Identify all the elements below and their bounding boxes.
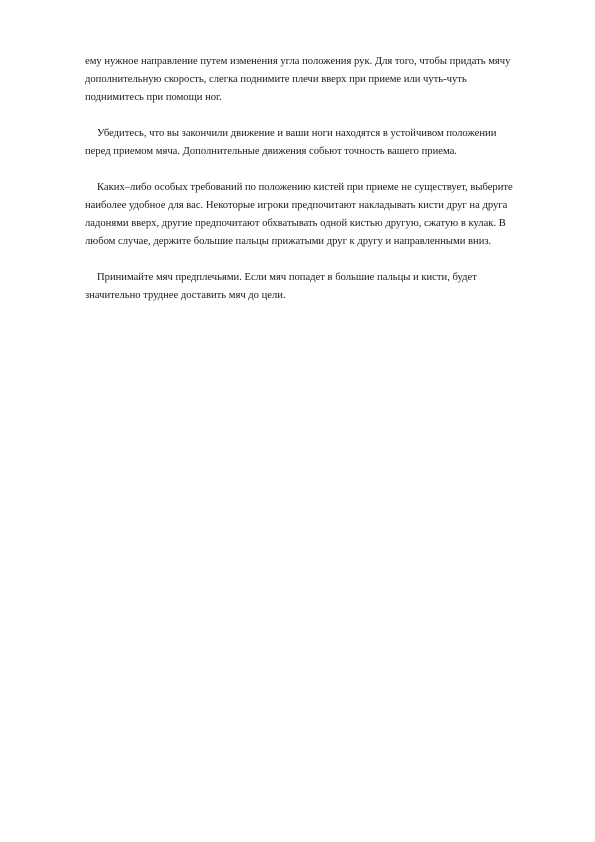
document-body — [85, 53, 515, 323]
paragraph-2: Убедитесь, что вы закончили движение и ваши ноги находятся в устойчивом положении перед приемом мяча. Дополнительные движения собьют точность вашего приема. — [85, 128, 497, 157]
paragraph-3: Каких–либо особых требований по положению кистей при приеме не существует, выберите наиболее удобное для вас. Некоторые игроки предпочитают накладывать кисти друг на друга ладонями вверх, другие предпочитают обхватывать одной кистью другую, сжатую в кулак. В любом случае, держите большие пальцы прижатыми друг к другу и направленными вниз. — [85, 182, 513, 247]
paragraph-1: ему нужное направление путем изменения угла положения рук. Для того, чтобы придать мячу дополнительную скорость, слегка поднимите плечи вверх при приеме или чуть-чуть поднимитесь при помощи ног. — [85, 56, 511, 103]
paragraph-4: Принимайте мяч предплечьями. Если мяч попадет в большие пальцы и кисти, будет значительно труднее доставить мяч до цели. — [85, 272, 477, 301]
